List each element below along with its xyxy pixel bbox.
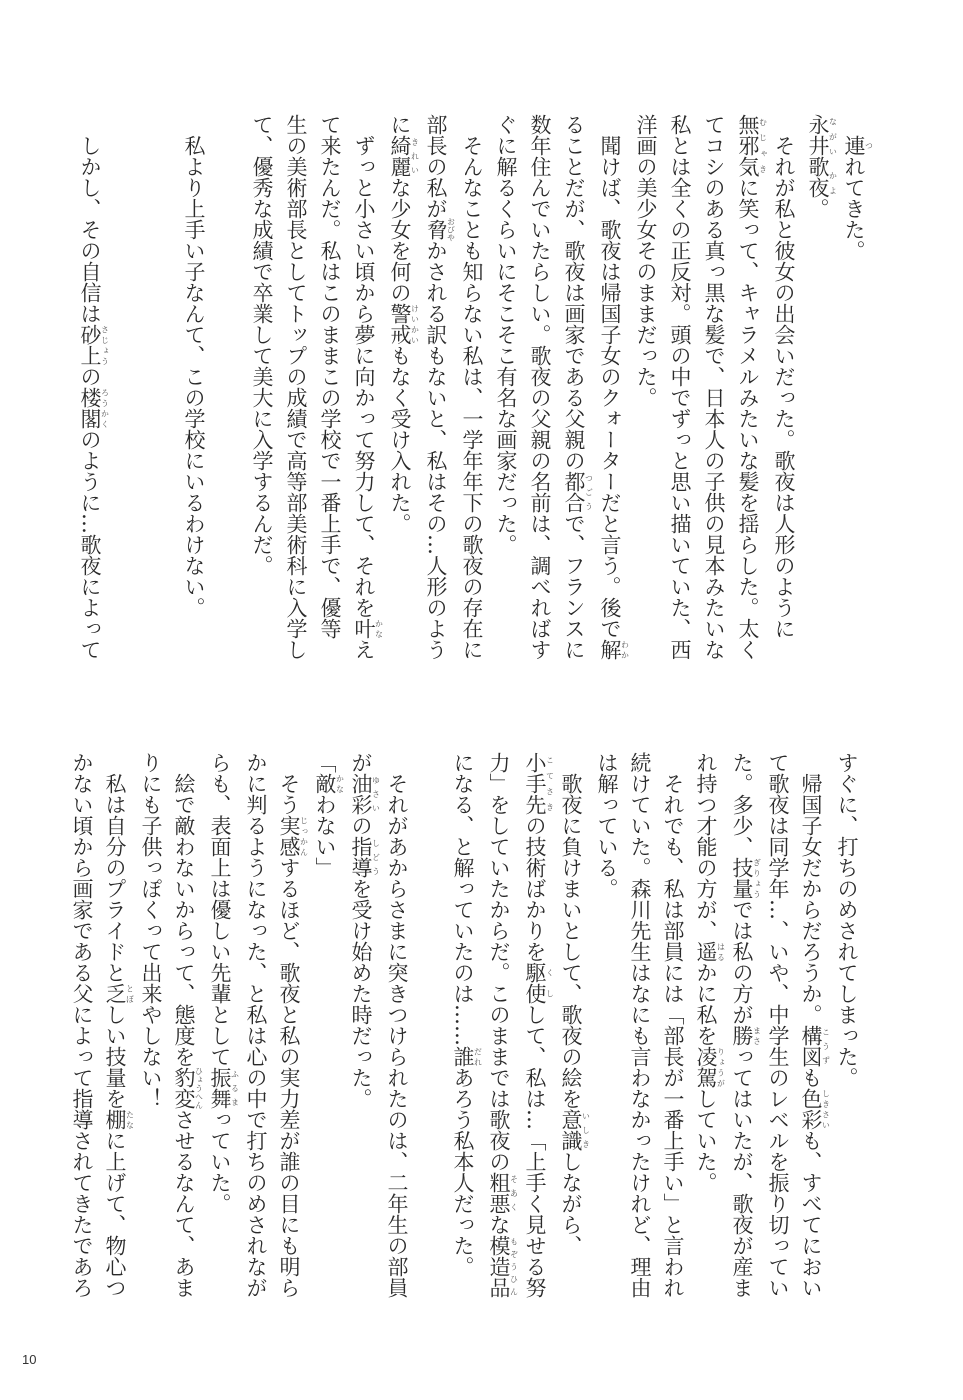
text-line: ずっと小さい頃から夢に向かって努力して、それを叶かなえ bbox=[352, 114, 384, 660]
ruby-reading: いしき bbox=[581, 1109, 591, 1151]
text-line bbox=[143, 114, 177, 660]
ruby-reading: つごう bbox=[584, 471, 594, 513]
ruby-reading: はる bbox=[716, 941, 726, 962]
ruby-reading: しきさい bbox=[821, 1088, 831, 1130]
text-line: になる、と解っていたのは……誰だれあろう私本人だった。 bbox=[451, 752, 483, 1277]
ruby-reading: たな bbox=[125, 1109, 135, 1130]
ruby-word: 振舞ふるま bbox=[208, 1067, 240, 1109]
ruby-word: 豹変ひょうへん bbox=[172, 1067, 204, 1109]
ruby-reading: だれ bbox=[473, 1046, 483, 1067]
ruby-reading: かな bbox=[335, 773, 345, 794]
text-line: 聞けば、歌夜は帰国子女のクォーターだと言う。後で解わか bbox=[598, 114, 630, 660]
ruby-word: 意識いしき bbox=[559, 1109, 591, 1151]
text-line: に綺麗きれいな少女を何の警戒けいかいもなく受け入れた。 bbox=[388, 114, 420, 534]
ruby-word: 乏とぼ bbox=[103, 983, 135, 1004]
text-line: かに判るようになった、と私は心の中で打ちのめされなが bbox=[244, 752, 268, 1298]
ruby-reading: しどう bbox=[371, 836, 381, 878]
ruby-reading: きれい bbox=[410, 135, 420, 177]
text-line bbox=[211, 114, 245, 660]
text-line: 小手先こてさきの技術ばかりを駆使くしして、私は…「上手く見せる努 bbox=[523, 752, 555, 1298]
ruby-reading: ろうかく bbox=[100, 387, 110, 429]
ruby-word: 構図こうず bbox=[799, 1025, 831, 1067]
ruby-reading: とぼ bbox=[125, 983, 135, 1004]
ruby-reading: もぞうひん bbox=[509, 1235, 519, 1298]
text-line bbox=[109, 114, 143, 660]
ruby-word: 敵かな bbox=[313, 773, 345, 794]
ruby-word: 楼閣ろうかく bbox=[78, 387, 110, 429]
text-line: しかし、その自信は砂上さじょうの楼閣ろうかくのように…歌夜によって bbox=[78, 114, 110, 660]
text-line: それがあからさまに突きつけられたのは、二年生の部員 bbox=[385, 752, 409, 1298]
ruby-reading: ながい かよ bbox=[828, 114, 838, 198]
ruby-reading: そあく bbox=[509, 1172, 519, 1214]
text-line: 「敵かなわない」 bbox=[313, 752, 345, 878]
ruby-reading: けいかい bbox=[410, 303, 420, 345]
ruby-reading: ぎりょう bbox=[752, 857, 762, 899]
ruby-word: 誰だれ bbox=[451, 1046, 483, 1067]
ruby-reading: こうず bbox=[821, 1025, 831, 1067]
text-line: が油彩ゆさいの指導しどうを受け始めた時だった。 bbox=[349, 752, 381, 1109]
text-line: て、優秀な成績で卒業して美大に入学するんだ。 bbox=[250, 114, 274, 576]
ruby-reading: りょうが bbox=[716, 1046, 726, 1088]
ruby-word: 勝まさ bbox=[730, 1025, 762, 1046]
ruby-word: 遥はる bbox=[694, 941, 726, 962]
ruby-word: 模造品もぞうひん bbox=[487, 1235, 519, 1298]
ruby-word: 油彩ゆさい bbox=[349, 773, 381, 815]
text-line: すぐに、打ちのめされてしまった。 bbox=[835, 752, 859, 1088]
text-line: 永井歌夜ながい かよ。 bbox=[806, 114, 838, 219]
ruby-word: 砂上さじょう bbox=[78, 324, 110, 366]
ruby-reading: ひょうへん bbox=[194, 1067, 204, 1109]
text-line: れ持つ才能の方が、遥はるかに私を凌駕りょうがしていた。 bbox=[694, 752, 726, 1193]
ruby-word: 粗悪そあく bbox=[487, 1172, 519, 1214]
text-line: 続けていた。森川先生はなにも言わなかったけれど、理由 bbox=[628, 752, 652, 1298]
ruby-reading: こてさき bbox=[545, 752, 555, 815]
text-line: 連つれてきた。 bbox=[842, 135, 874, 261]
text-line: りにも子供っぽくって出来やしない！ bbox=[139, 752, 163, 1109]
text-block-top bbox=[73, 114, 873, 660]
text-line bbox=[413, 752, 446, 1298]
ruby-reading: さじょう bbox=[100, 324, 110, 366]
ruby-word: 技量ぎりょう bbox=[730, 857, 762, 899]
ruby-word: 警戒けいかい bbox=[388, 303, 420, 345]
text-line: 私は自分のプライドと乏とぼしい技量を棚たなに上げて、物心つ bbox=[103, 752, 135, 1298]
ruby-word: 小手先こてさき bbox=[523, 752, 555, 815]
page-number: 10 bbox=[22, 1352, 37, 1367]
ruby-reading: わか bbox=[620, 639, 630, 660]
text-line: た。多少、技量ぎりょうでは私の方が勝まさってはいたが、歌夜が産ま bbox=[730, 752, 762, 1298]
text-line: 私とは全くの正反対。頭の中でずっと思い描いていた、西 bbox=[668, 114, 692, 660]
text-line: 力」をしていたからだ。このままでは歌夜の粗悪そあくな模造品もぞうひん bbox=[487, 752, 519, 1298]
text-line: ることだが、歌夜は画家である父親の都合つごうで、フランスに bbox=[562, 114, 594, 660]
text-line: それが私と彼女の出会いだった。歌夜は人形のように bbox=[772, 114, 796, 639]
text-line: て歌夜は同学年…、いや、中学生のレベルを振り切ってい bbox=[766, 752, 790, 1298]
text-line: 私より上手い子なんて、この学校にいるわけない。 bbox=[182, 114, 206, 618]
ruby-word: 綺麗きれい bbox=[388, 135, 420, 177]
text-line: 部長の私が脅おびやかされる訳もないと、私はその…人形のよう bbox=[424, 114, 456, 660]
ruby-word: 連つ bbox=[842, 135, 874, 156]
ruby-reading: むじゃき bbox=[758, 114, 768, 177]
text-line: そう実感じっかんするほど、歌夜と私の実力差が誰の目にも明ら bbox=[277, 752, 309, 1298]
text-line: ぐに解るくらいにそこそこ有名な画家だった。 bbox=[494, 114, 518, 555]
ruby-word: 都合つごう bbox=[562, 471, 594, 513]
ruby-word: 実感じっかん bbox=[277, 815, 309, 857]
ruby-reading: ふるま bbox=[230, 1067, 240, 1109]
ruby-reading: まさ bbox=[752, 1025, 762, 1046]
text-line: 歌夜に負けまいとして、歌夜の絵を意識いしきしながら、 bbox=[559, 752, 591, 1256]
ruby-reading: つ bbox=[864, 135, 874, 156]
text-line: 数年住んでいたらしい。歌夜の父親の名前は、調べればす bbox=[528, 114, 552, 660]
text-line: 洋画の美少女そのままだった。 bbox=[634, 114, 658, 408]
text-line: かない頃から画家である父によって指導されてきたであろ bbox=[70, 752, 94, 1298]
ruby-word: 解わか bbox=[598, 639, 630, 660]
ruby-word: 永井歌夜ながい かよ bbox=[806, 114, 838, 198]
text-line: 生の美術部長としてトップの成績で高等部美術科に入学し bbox=[284, 114, 308, 660]
ruby-reading: かな bbox=[374, 618, 384, 639]
ruby-word: 指導しどう bbox=[349, 836, 381, 878]
text-line: て来たんだ。私はこのままこの学校で一番上手で、優等 bbox=[318, 114, 342, 639]
ruby-reading: おびや bbox=[446, 217, 456, 242]
ruby-word: 脅おびや bbox=[424, 217, 456, 242]
ruby-word: 棚たな bbox=[103, 1109, 135, 1130]
ruby-reading: くし bbox=[545, 962, 555, 1004]
ruby-word: 叶かな bbox=[352, 618, 384, 639]
ruby-word: 色彩しきさい bbox=[799, 1088, 831, 1130]
text-block-bottom bbox=[65, 752, 863, 1298]
ruby-reading: ゆさい bbox=[371, 773, 381, 815]
text-line: 絵で敵わないからって、態度を豹変ひょうへんさせるなんて、あま bbox=[172, 752, 204, 1298]
text-line: 無邪気むじゃきに笑って、キャラメルみたいな髪を揺らした。太く bbox=[736, 114, 768, 660]
ruby-word: 凌駕りょうが bbox=[694, 1046, 726, 1088]
ruby-reading: じっかん bbox=[299, 815, 309, 857]
text-line: らも、表面上は優しい先輩として振舞ふるまっていた。 bbox=[208, 752, 240, 1214]
text-line: それでも、私は部員には「部長が一番上手い」と言われ bbox=[661, 752, 685, 1298]
ruby-word: 駆使くし bbox=[523, 962, 555, 1004]
text-line: は解っている。 bbox=[595, 752, 619, 899]
text-line: 帰国子女だからだろうか。構図こうずも色彩しきさいも、すべてにおい bbox=[799, 752, 831, 1298]
text-line: そんなことも知らない私は、一学年年下の歌夜の存在に bbox=[460, 114, 484, 660]
text-line: てコシのある真っ黒な髪で、日本人の子供の見本みたいな bbox=[702, 114, 726, 660]
ruby-word: 無邪気むじゃき bbox=[736, 114, 768, 177]
